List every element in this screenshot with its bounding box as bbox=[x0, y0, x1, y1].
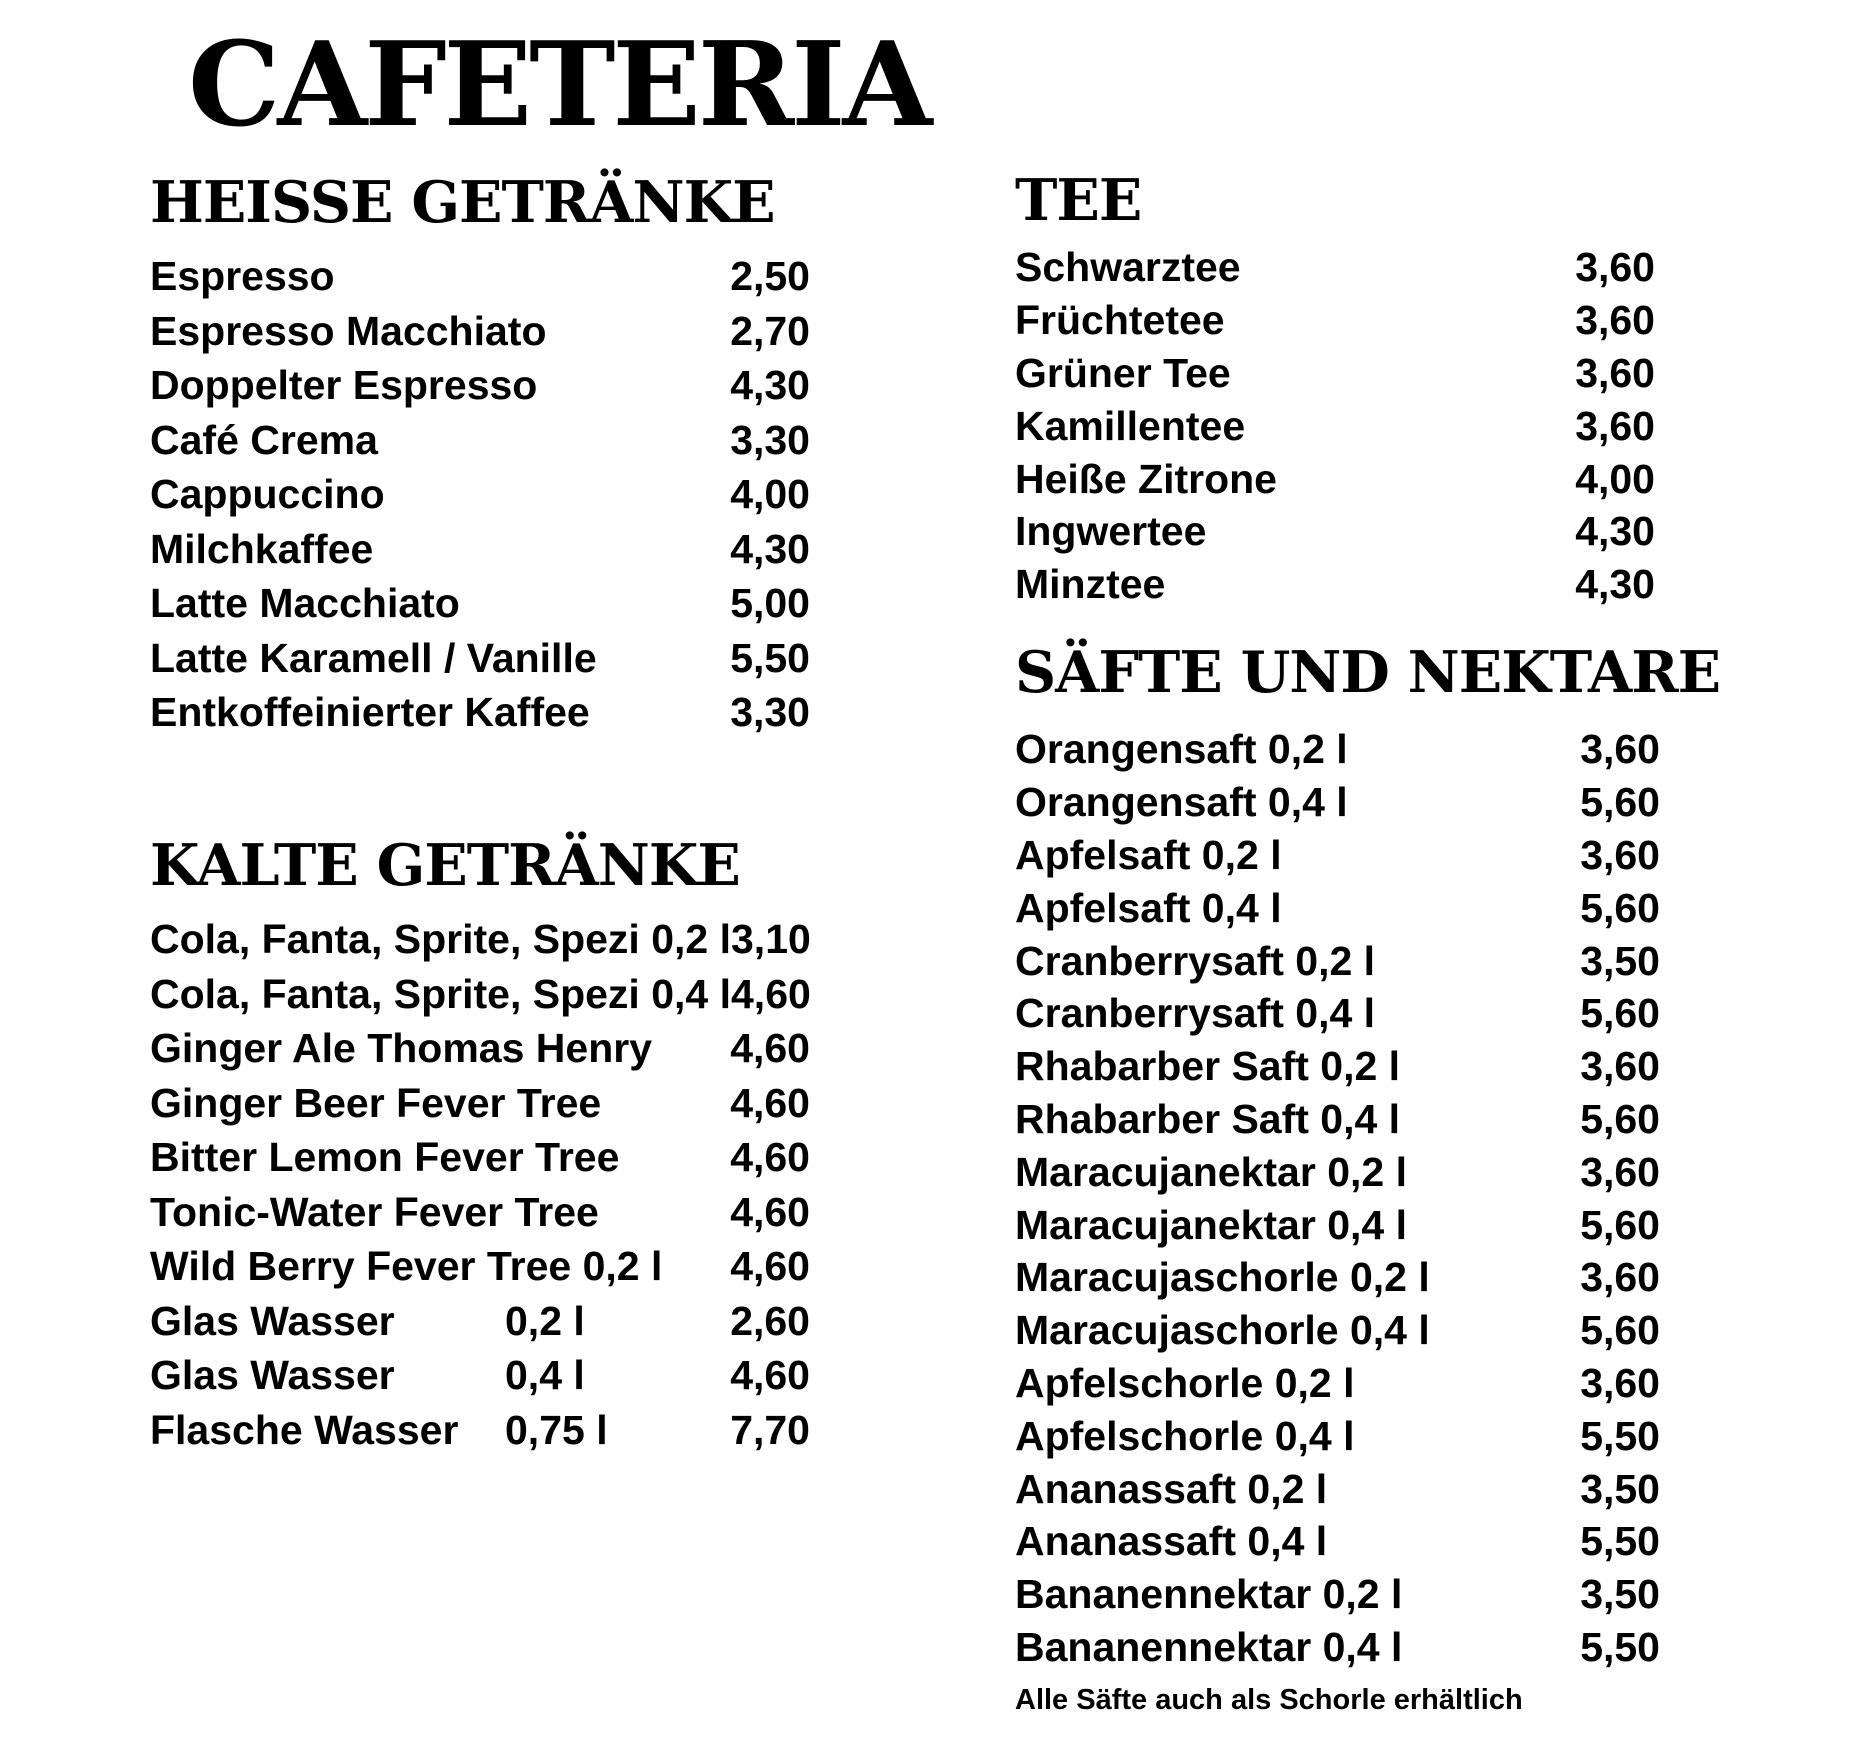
menu-item-price: 3,60 bbox=[1580, 726, 1660, 773]
menu-item-name: Ananassaft 0,2 l bbox=[1015, 1465, 1328, 1512]
menu-item-price: 3,50 bbox=[1580, 1465, 1660, 1512]
menu-item-price: 3,60 bbox=[1580, 1148, 1660, 1195]
menu-item-row bbox=[1015, 1568, 1660, 1621]
menu-item-name: Cola, Fanta, Sprite, Spezi 0,2 l bbox=[150, 916, 731, 963]
menu-item-name: Glas Wasser bbox=[150, 1352, 395, 1399]
menu-item-row bbox=[1015, 724, 1660, 777]
menu-item-price: 4,30 bbox=[730, 362, 810, 409]
menu-item-price: 4,60 bbox=[730, 1352, 810, 1399]
menu-item-row bbox=[150, 250, 810, 305]
menu-item-price: 5,60 bbox=[1580, 1096, 1660, 1143]
menu-item-row bbox=[150, 1185, 810, 1240]
section-cold-drinks bbox=[150, 833, 810, 1458]
menu-item-name: Maracujanektar 0,2 l bbox=[1015, 1148, 1407, 1195]
menu-item-price: 4,60 bbox=[731, 970, 811, 1017]
menu-item-row bbox=[1015, 1357, 1660, 1410]
menu-item-price: 3,30 bbox=[730, 416, 810, 463]
menu-item-row bbox=[150, 631, 810, 686]
menu-item-row bbox=[1015, 506, 1655, 559]
menu-item-row bbox=[1015, 882, 1660, 935]
menu-item-name: Cola, Fanta, Sprite, Spezi 0,4 l bbox=[150, 970, 731, 1017]
cold-drinks-list bbox=[150, 913, 810, 1458]
menu-item-price: 4,30 bbox=[730, 525, 810, 572]
menu-item-name: Cranberrysaft 0,2 l bbox=[1015, 937, 1376, 984]
menu-item-price: 3,60 bbox=[1575, 297, 1655, 344]
menu-item-row bbox=[150, 359, 810, 414]
menu-item-row bbox=[150, 1349, 810, 1404]
section-heading-cold-drinks: KALTE GETRÄNKE bbox=[150, 832, 740, 899]
menu-item-name: Bananennektar 0,4 l bbox=[1015, 1623, 1403, 1670]
menu-item-row bbox=[150, 1240, 810, 1295]
menu-item-price: 4,30 bbox=[1575, 561, 1655, 608]
menu-item-price: 3,60 bbox=[1580, 832, 1660, 879]
section-hot-drinks bbox=[150, 170, 810, 740]
menu-item-name: Café Crema bbox=[150, 416, 378, 463]
menu-item-price: 3,60 bbox=[1580, 1360, 1660, 1406]
menu-item-price: 5,60 bbox=[1580, 1307, 1660, 1354]
menu-title: CAFETERIA bbox=[188, 17, 930, 153]
menu-item-name: Latte Macchiato bbox=[150, 580, 460, 627]
menu-item-row bbox=[150, 522, 810, 577]
menu-item-row bbox=[1015, 988, 1660, 1041]
menu-item-price: 5,50 bbox=[1580, 1412, 1660, 1459]
menu-item-price: 4,60 bbox=[730, 1079, 810, 1126]
menu-item-name: Ginger Ale Thomas Henry bbox=[150, 1025, 652, 1072]
menu-item-price: 7,70 bbox=[730, 1406, 810, 1453]
menu-item-name: Glas Wasser bbox=[150, 1297, 395, 1344]
menu-item-price: 3,60 bbox=[1575, 350, 1655, 397]
section-tea bbox=[1015, 168, 1655, 611]
menu-item-price: 5,00 bbox=[730, 580, 810, 627]
menu-item-price: 3,50 bbox=[1580, 937, 1660, 984]
menu-item-price: 4,60 bbox=[730, 1243, 810, 1290]
menu-item-name: Ananassaft 0,4 l bbox=[1015, 1518, 1328, 1565]
menu-item-row bbox=[1015, 1093, 1660, 1146]
menu-item-row bbox=[150, 1131, 810, 1186]
menu-item-price: 4,00 bbox=[730, 471, 810, 518]
menu-item-row bbox=[1015, 1146, 1660, 1199]
section-juices-nectars bbox=[1015, 639, 1721, 1717]
menu-item-name: Apfelsaft 0,2 l bbox=[1015, 832, 1282, 879]
menu-item-row bbox=[1015, 400, 1655, 453]
menu-item-row bbox=[1015, 1199, 1660, 1252]
menu-item-name: Wild Berry Fever Tree 0,2 l bbox=[150, 1243, 663, 1290]
menu-item-row bbox=[1015, 294, 1655, 347]
menu-item-price: 2,50 bbox=[730, 253, 810, 300]
tea-list bbox=[1015, 242, 1655, 612]
menu-item-price: 5,50 bbox=[1580, 1623, 1660, 1670]
menu-item-row bbox=[1015, 1621, 1660, 1674]
menu-item-row bbox=[1015, 453, 1655, 506]
menu-item-price: 3,30 bbox=[730, 689, 810, 736]
menu-item-price: 2,70 bbox=[730, 307, 810, 354]
menu-item-name: Ingwertee bbox=[1015, 508, 1207, 555]
menu-item-row bbox=[1015, 1410, 1660, 1463]
menu-item-name: Apfelsaft 0,4 l bbox=[1015, 884, 1282, 931]
menu-item-name: Kamillentee bbox=[1015, 402, 1246, 449]
menu-item-name: Orangensaft 0,2 l bbox=[1015, 726, 1348, 773]
menu-item-row bbox=[1015, 1252, 1660, 1305]
menu-item-name: Apfelschorle 0,4 l bbox=[1015, 1412, 1355, 1459]
menu-item-price: 3,50 bbox=[1580, 1571, 1660, 1618]
section-heading-hot-drinks: HEISSE GETRÄNKE bbox=[150, 169, 775, 236]
juices-list bbox=[1015, 724, 1660, 1674]
menu-item-row bbox=[150, 577, 810, 632]
menu-item-row bbox=[1015, 242, 1655, 295]
menu-item-price: 5,60 bbox=[1580, 990, 1660, 1037]
menu-item-volume: 0,4 l bbox=[505, 1352, 585, 1399]
menu-item-row bbox=[1015, 347, 1655, 400]
menu-item-name: Tonic-Water Fever Tree bbox=[150, 1188, 599, 1235]
menu-item-price: 5,60 bbox=[1580, 1201, 1660, 1248]
menu-item-row bbox=[1015, 829, 1660, 882]
menu-item-name: Doppelter Espresso bbox=[150, 362, 538, 409]
menu-item-name: Heiße Zitrone bbox=[1015, 455, 1277, 502]
menu-item-name: Milchkaffee bbox=[150, 525, 374, 572]
menu-item-name: Bitter Lemon Fever Tree bbox=[150, 1134, 620, 1181]
menu-item-row bbox=[150, 1403, 810, 1458]
menu-item-name: Entkoffeinierter Kaffee bbox=[150, 689, 590, 736]
menu-item-volume: 0,75 l bbox=[505, 1406, 608, 1453]
menu-item-price: 2,60 bbox=[730, 1297, 810, 1344]
menu-item-name: Rhabarber Saft 0,2 l bbox=[1015, 1043, 1401, 1090]
menu-item-name: Apfelschorle 0,2 l bbox=[1015, 1360, 1355, 1406]
section-heading-juices-nectars: SÄFTE UND NEKTARE bbox=[1015, 639, 1721, 706]
menu-item-row bbox=[1015, 1304, 1660, 1357]
menu-item-price: 3,60 bbox=[1580, 1043, 1660, 1090]
menu-item-price: 5,60 bbox=[1580, 884, 1660, 931]
menu-item-name: Minztee bbox=[1015, 561, 1166, 608]
menu-item-price: 4,60 bbox=[730, 1025, 810, 1072]
menu-item-row bbox=[150, 1076, 810, 1131]
menu-item-row bbox=[150, 304, 810, 359]
menu-item-volume: 0,2 l bbox=[505, 1297, 585, 1344]
menu-item-price: 3,60 bbox=[1580, 1254, 1660, 1301]
section-heading-tea: TEE bbox=[1015, 167, 1142, 234]
menu-item-name: Espresso bbox=[150, 253, 335, 300]
menu-item-price: 4,30 bbox=[1575, 508, 1655, 555]
menu-item-row bbox=[1015, 776, 1660, 829]
menu-item-row bbox=[150, 967, 810, 1022]
menu-item-price: 4,00 bbox=[1575, 455, 1655, 502]
menu-item-name: Schwarztee bbox=[1015, 244, 1241, 291]
menu-item-name: Orangensaft 0,4 l bbox=[1015, 779, 1348, 826]
menu-item-row bbox=[1015, 1463, 1660, 1516]
menu-item-name: Latte Karamell / Vanille bbox=[150, 634, 597, 681]
menu-item-name: Flasche Wasser bbox=[150, 1406, 459, 1453]
menu-item-name: Grüner Tee bbox=[1015, 350, 1231, 397]
menu-item-row bbox=[150, 913, 810, 968]
menu-item-row bbox=[150, 1294, 810, 1349]
menu-item-name: Rhabarber Saft 0,4 l bbox=[1015, 1096, 1401, 1143]
menu-item-name: Ginger Beer Fever Tree bbox=[150, 1079, 602, 1126]
menu-item-row bbox=[1015, 1040, 1660, 1093]
menu-item-row bbox=[150, 686, 810, 741]
menu-item-row bbox=[1015, 1516, 1660, 1569]
menu-item-price: 3,60 bbox=[1575, 244, 1655, 291]
menu-item-row bbox=[150, 1022, 810, 1077]
menu-item-row bbox=[1015, 558, 1655, 611]
menu-item-name: Bananennektar 0,2 l bbox=[1015, 1571, 1403, 1618]
menu-item-name: Espresso Macchiato bbox=[150, 307, 547, 354]
menu-item-row bbox=[1015, 935, 1660, 988]
menu-item-price: 4,60 bbox=[730, 1134, 810, 1181]
menu-item-price: 5,50 bbox=[1580, 1518, 1660, 1565]
menu-item-price: 4,60 bbox=[730, 1188, 810, 1235]
hot-drinks-list bbox=[150, 250, 810, 741]
menu-item-price: 5,50 bbox=[730, 634, 810, 681]
menu-item-name: Cranberrysaft 0,4 l bbox=[1015, 990, 1376, 1037]
menu-item-name: Cappuccino bbox=[150, 471, 385, 518]
menu-item-name: Maracujanektar 0,4 l bbox=[1015, 1201, 1407, 1248]
menu-item-price: 5,60 bbox=[1580, 779, 1660, 826]
menu-item-row bbox=[150, 413, 810, 468]
menu-item-row bbox=[150, 468, 810, 523]
menu-item-name: Früchtetee bbox=[1015, 297, 1225, 344]
menu-item-price: 3,60 bbox=[1575, 402, 1655, 449]
menu-item-price: 3,10 bbox=[731, 916, 811, 963]
juices-footnote: Alle Säfte auch als Schorle erhältlich bbox=[1015, 1683, 1523, 1716]
menu-item-name: Maracujaschorle 0,2 l bbox=[1015, 1254, 1430, 1301]
menu-item-name: Maracujaschorle 0,4 l bbox=[1015, 1307, 1430, 1354]
